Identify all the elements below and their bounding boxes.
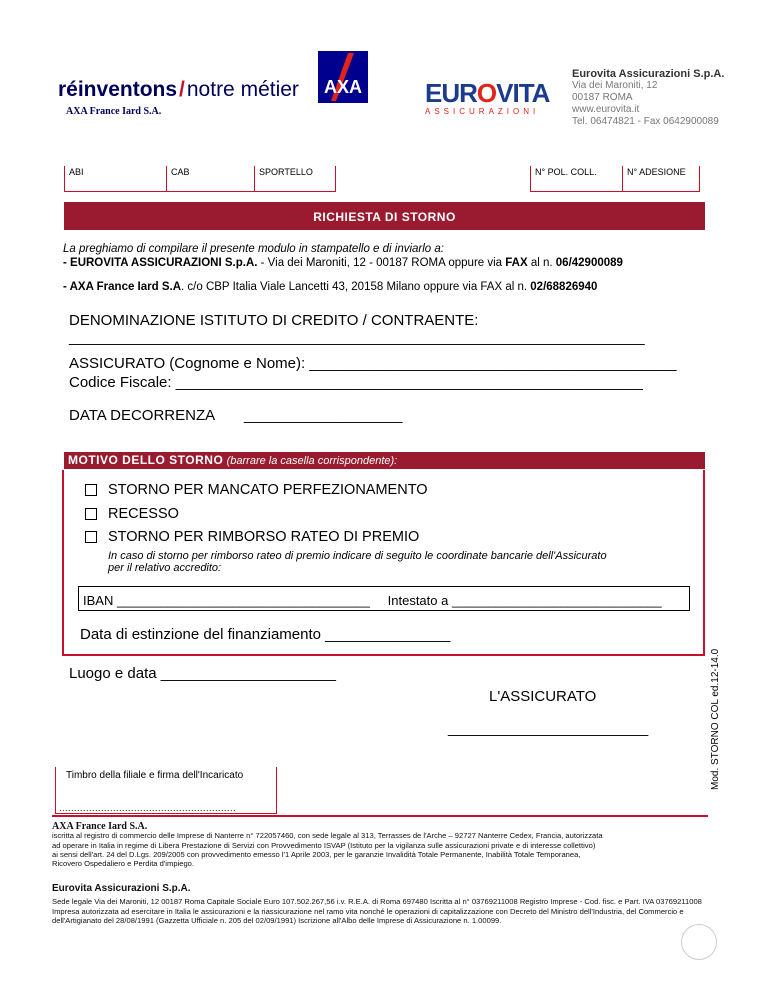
intestato-field[interactable]: Intestato a _____________________________ — [387, 593, 662, 608]
company-info — [572, 68, 724, 128]
footer-eurovita: Eurovita Assicurazioni S.p.A. Sede legale Via dei Maroniti, 12 00187 Roma Capitale Sociale Euro 107.502.267,56 i.v. R.E.A. di Roma 697480 Iscritta al n° 03769211008 Registro Imprese - Cod. fisc. e Part. IVA 03769211008 Impresa autorizzata ad esercitare in Italia le assicurazioni e la riassicurazione nel ramo vita nonché le operazioni di capitalizzazione con Decreto del Ministro dell'Industria, del Commercio e dell'Artigianato del 28/08/1991 (Gazzetta Ufficiale n. 205 del 02/09/1991) Iscrizione all'Albo delle Imprese di Assicurazione n. 1.00099. — [52, 883, 702, 925]
motivo-header — [64, 452, 705, 469]
cab-field[interactable] — [166, 166, 254, 192]
company-name: Eurovita Assicurazioni S.p.A. — [572, 68, 725, 80]
checkbox-mancato-perfezionamento[interactable] — [85, 484, 97, 496]
option-recesso: RECESSO — [108, 506, 179, 522]
estinzione-field[interactable]: Data di estinzione del finanziamento _______________ — [80, 626, 451, 643]
denominazione-label: DENOMINAZIONE ISTITUTO DI CREDITO / CONTRAENTE: — [69, 312, 479, 329]
denominazione-input-line[interactable]: _____________________________________________________________________ — [69, 329, 645, 346]
data-decorrenza-label: DATA DECORRENZA — [69, 407, 216, 424]
footer-axa: AXA France Iard S.A. iscritta al registro di commercio delle Imprese di Nanterre n° 722057460, con sede legale al 313, Terrasses de l'Arche – 92727 Nanterre Cedex, Francia, autorizzata ad operare in Italia in regime di Libera Prestazione di Servizi con Provvedimento ISVAP (Istituto per la vigilanza sulle assicurazioni private e di interesse collettivo) ai sensi dell'art. 24 del D.Lgs. 209/2005 con provvedimento emesso l'1 Aprile 2003, per le garanzie Invalidità Totale Permanente, Inabilità Totale Temporanea, Ricovero Ospedaliero e Perdita d'impiego. — [52, 821, 603, 869]
motivo-title: MOTIVO DELLO STORNO — [68, 453, 224, 467]
adesione-label: N° ADESIONE — [627, 167, 686, 177]
data-decorrenza-input-line[interactable]: ___________________ — [244, 407, 403, 424]
form-title: RICHIESTA DI STORNO — [64, 202, 705, 230]
axa-logo — [318, 51, 368, 103]
slogan-bold: réinventons — [58, 78, 178, 101]
slogan-slash-icon: / — [179, 78, 185, 101]
sportello-field[interactable] — [254, 166, 336, 192]
company-address: Via dei Maroniti, 12 — [572, 80, 658, 91]
iban-box — [78, 586, 690, 611]
motivo-subtitle: (barrare la casella corrispondente): — [226, 455, 398, 467]
eurovita-logo-sub: ASSICURAZIONI — [425, 107, 540, 116]
footer-eurovita-title: Eurovita Assicurazioni S.p.A. — [52, 883, 191, 894]
intro-text: La preghiamo di compilare il presente modulo in stampatello e di inviarlo a: - EUROVITA ASSICURAZIONI S.p.A. - Via dei Maroniti, 12 - 00187 ROMA oppure via FAX al n. 06/42900089 - AXA France Iard S.A. c/o CBP Italia Viale Lancetti 43, 20158 Milano oppure via FAX al n. 02/68826940 — [63, 243, 623, 293]
footer-axa-title: AXA France Iard S.A. — [52, 821, 148, 832]
rimborso-note: In caso di storno per rimborso rateo di premio indicare di seguito le coordinate bancarie dell'Assicurato per il relativo accredito: — [108, 550, 607, 574]
footer-divider — [52, 815, 708, 817]
checkbox-recesso[interactable] — [85, 508, 97, 520]
assicurato-field[interactable]: ASSICURATO (Cognome e Nome): ____________________________________________ — [69, 355, 677, 372]
luogo-data-field[interactable]: Luogo e data _____________________ — [69, 665, 336, 682]
slogan — [58, 78, 299, 102]
adesione-field[interactable] — [622, 166, 700, 192]
sportello-label: SPORTELLO — [259, 167, 313, 177]
option-rimborso-rateo: STORNO PER RIMBORSO RATEO DI PREMIO — [108, 529, 420, 545]
eurovita-logo: EUROVITA ASSICURAZIONI — [425, 78, 550, 116]
abi-field[interactable] — [64, 166, 166, 192]
assicurato-signature-line[interactable]: ________________________ — [448, 720, 649, 737]
checkbox-rimborso-rateo[interactable] — [85, 531, 97, 543]
cab-label: CAB — [171, 167, 190, 177]
axa-company-label: AXA France Iard S.A. — [66, 106, 162, 117]
company-phone: Tel. 06474821 - Fax 0642900089 — [572, 116, 719, 127]
slogan-rest: notre métier — [186, 78, 299, 101]
stamp-signature-line: ........................................................... — [59, 803, 237, 813]
company-city: 00187 ROMA — [572, 92, 633, 103]
assicurato-signature-label: L'ASSICURATO — [489, 688, 597, 705]
pol-coll-field[interactable] — [530, 166, 622, 192]
stamp-title: Timbro della filiale e firma dell'Incaricato — [66, 770, 244, 781]
pol-coll-label: N° POL. COLL. — [535, 167, 597, 177]
model-code: Mod. STORNO COL ed.12-14.0 — [710, 648, 721, 790]
iban-field[interactable]: IBAN ___________________________________ — [83, 593, 371, 608]
abi-label: ABI — [69, 167, 84, 177]
certification-seal-icon — [681, 924, 717, 960]
option-mancato-perfezionamento: STORNO PER MANCATO PERFEZIONAMENTO — [108, 482, 428, 498]
company-website: www.eurovita.it — [572, 104, 640, 115]
codice-fiscale-field[interactable]: Codice Fiscale: ________________________________________________________ — [69, 374, 643, 391]
axa-logo-text: AXA — [323, 77, 363, 97]
intro-line1: La preghiamo di compilare il presente modulo in stampatello e di inviarlo a: — [63, 243, 444, 255]
